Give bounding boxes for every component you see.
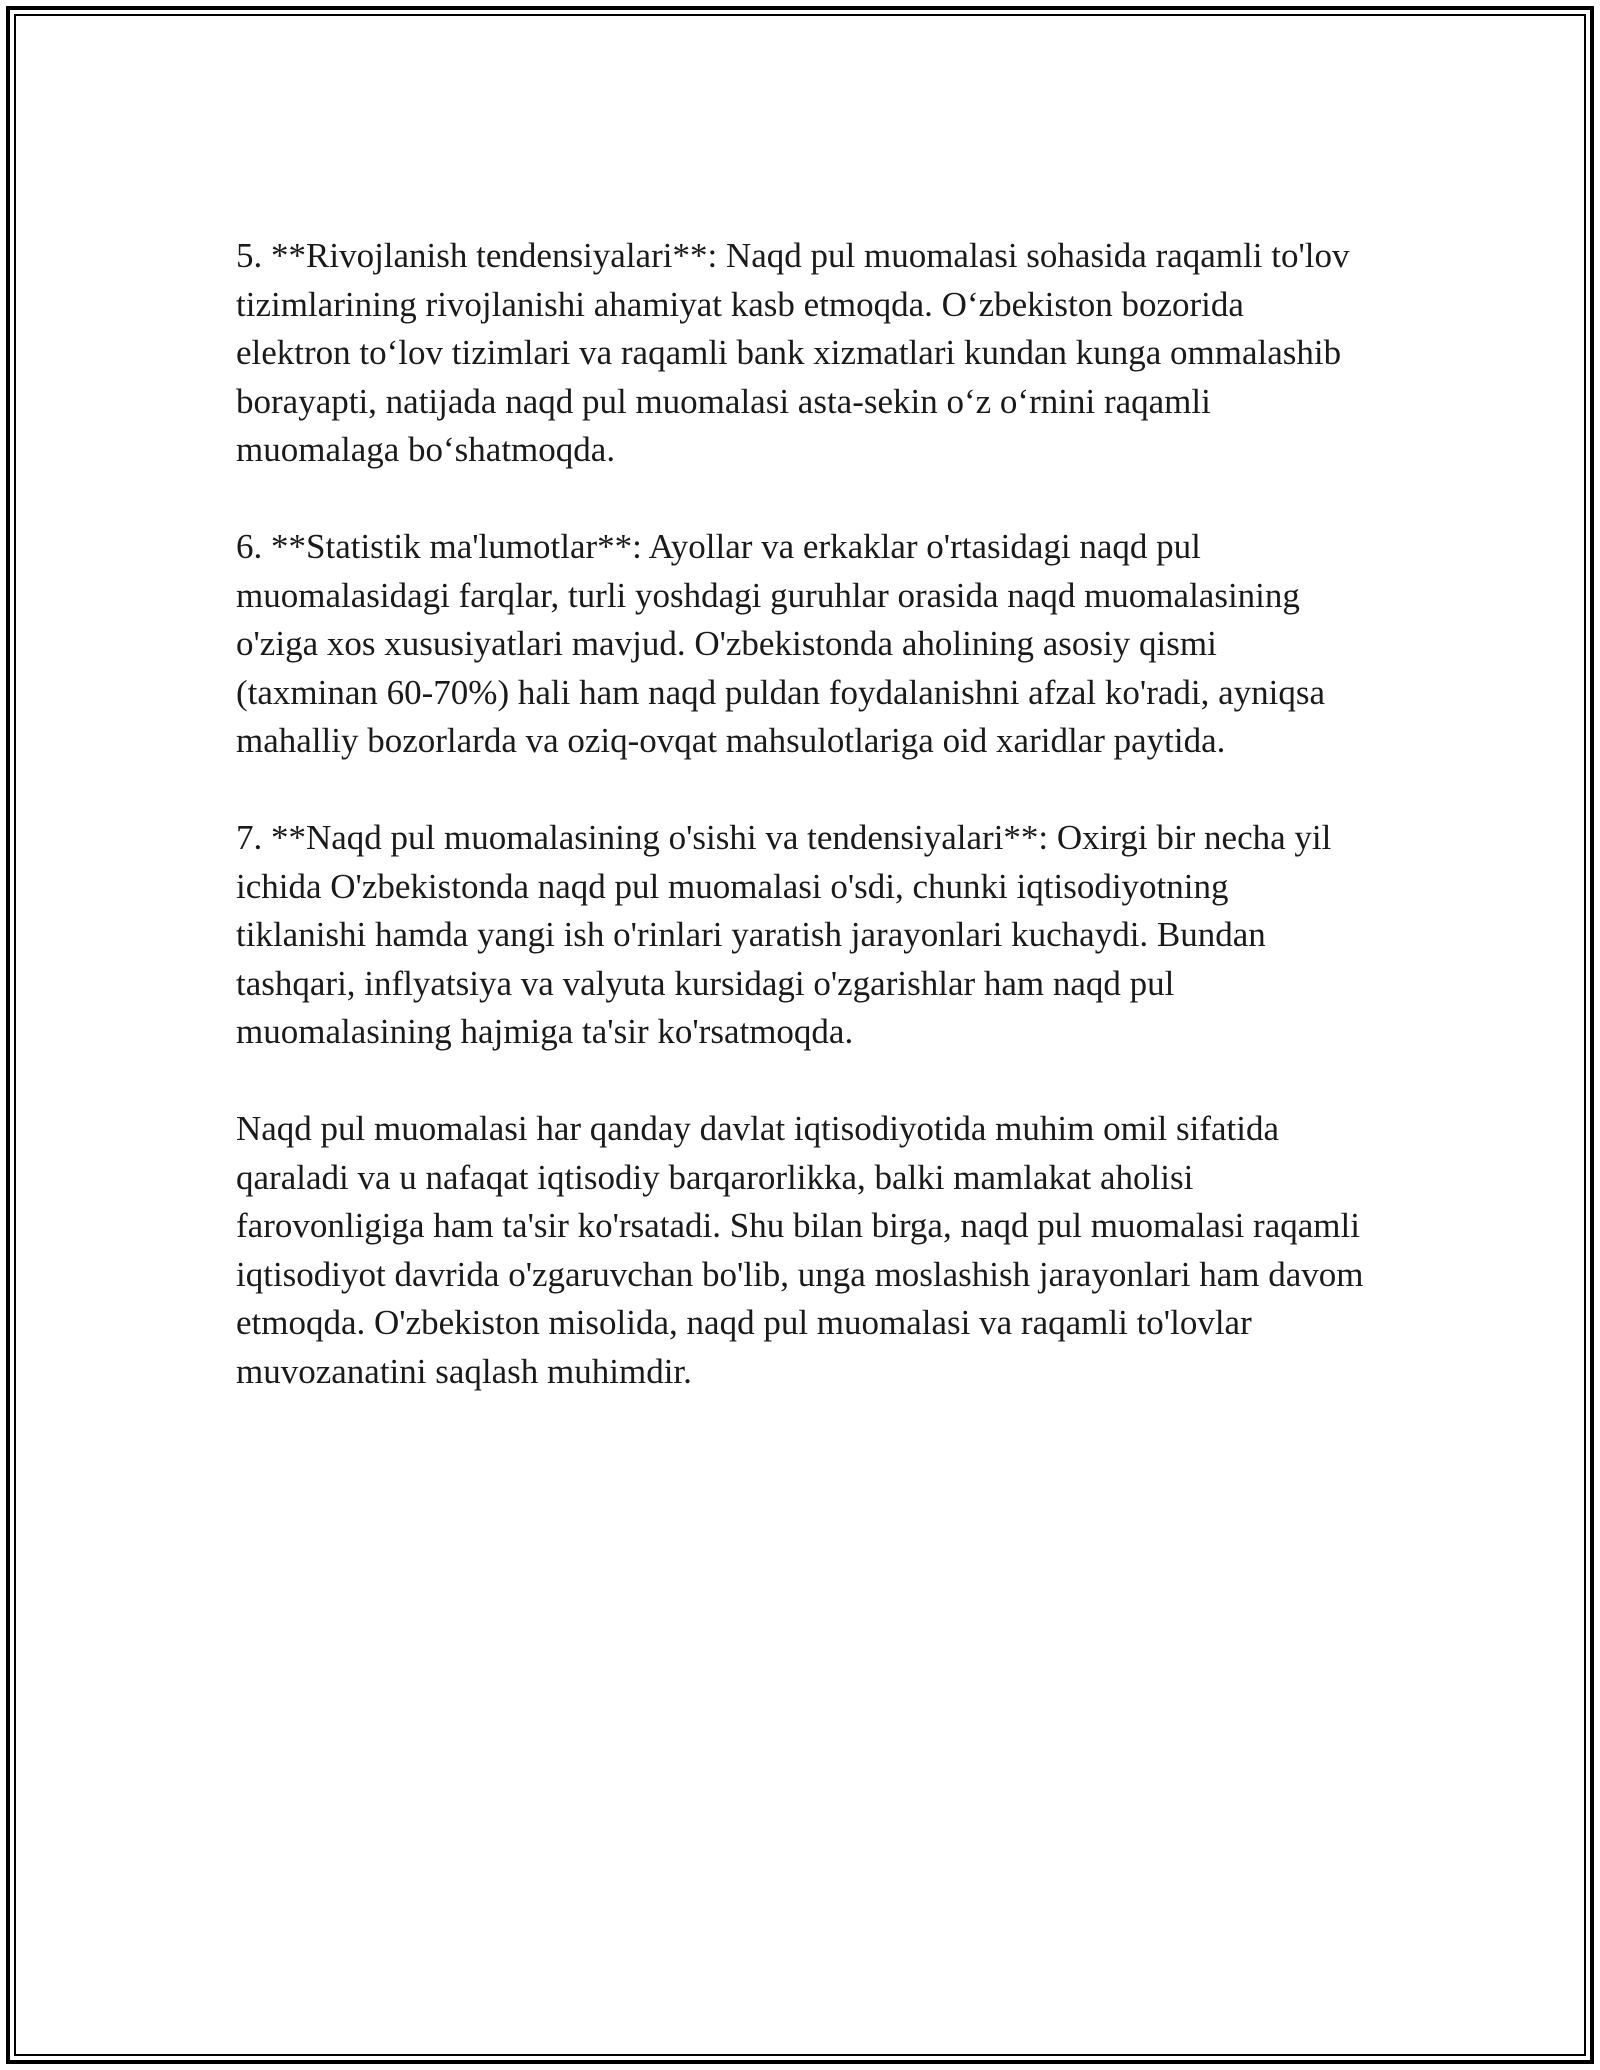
paragraph-rivojlanish-tendensiyalari: 5. **Rivojlanish tendensiyalari**: Naqd pul muomalasi sohasida raqamli to'lov tizimlarining rivojlanishi ahamiyat kasb etmoqda. Oʻzbekiston bozorida elektron toʻlov tizimlari va raqamli bank xizmatlari kundan kunga ommalashib borayapti, natijada naqd pul muomalasi asta-sekin oʻz oʻrnini raqamli muomalaga boʻshatmoqda. [236, 236, 1350, 469]
paragraph-conclusion: Naqd pul muomalasi har qanday davlat iqtisodiyotida muhim omil sifatida qaraladi va u nafaqat iqtisodiy barqarorlikka, balki mamlakat aholisi farovonligiga ham ta'sir ko'rsatadi. Shu bilan birga, naqd pul muomalasi raqamli iqtisodiyot davrida o'zgaruvchan bo'lib, unga moslashish jarayonlari ham davom etmoqda. O'zbekiston misolida, naqd pul muomalasi va raqamli to'lovlar muvozanatini saqlash muhimdir. [236, 1109, 1364, 1391]
paragraph-statistik-malumotlar: 6. **Statistik ma'lumotlar**: Ayollar va erkaklar o'rtasidagi naqd pul muomalasidagi farqlar, turli yoshdagi guruhlar orasida naqd muomalasining o'ziga xos xususiyatlari mavjud. O'zbekistonda aholining asosiy qismi (taxminan 60-70%) hali ham naqd puldan foydalanishni afzal ko'radi, ayniqsa mahalliy bozorlarda va oziq-ovqat mahsulotlariga oid xaridlar paytida. [236, 527, 1326, 760]
document-body [236, 232, 1366, 1445]
paragraph-osishi-va-tendensiyalari: 7. **Naqd pul muomalasining o'sishi va tendensiyalari**: Oxirgi bir necha yil ichida O'zbekistonda naqd pul muomalasi o'sdi, chunki iqtisodiyotning tiklanishi hamda yangi ish o'rinlari yaratish jarayonlari kuchaydi. Bundan tashqari, inflyatsiya va valyuta kursidagi o'zgarishlar ham naqd pul muomalasining hajmiga ta'sir ko'rsatmoqda. [236, 818, 1332, 1051]
